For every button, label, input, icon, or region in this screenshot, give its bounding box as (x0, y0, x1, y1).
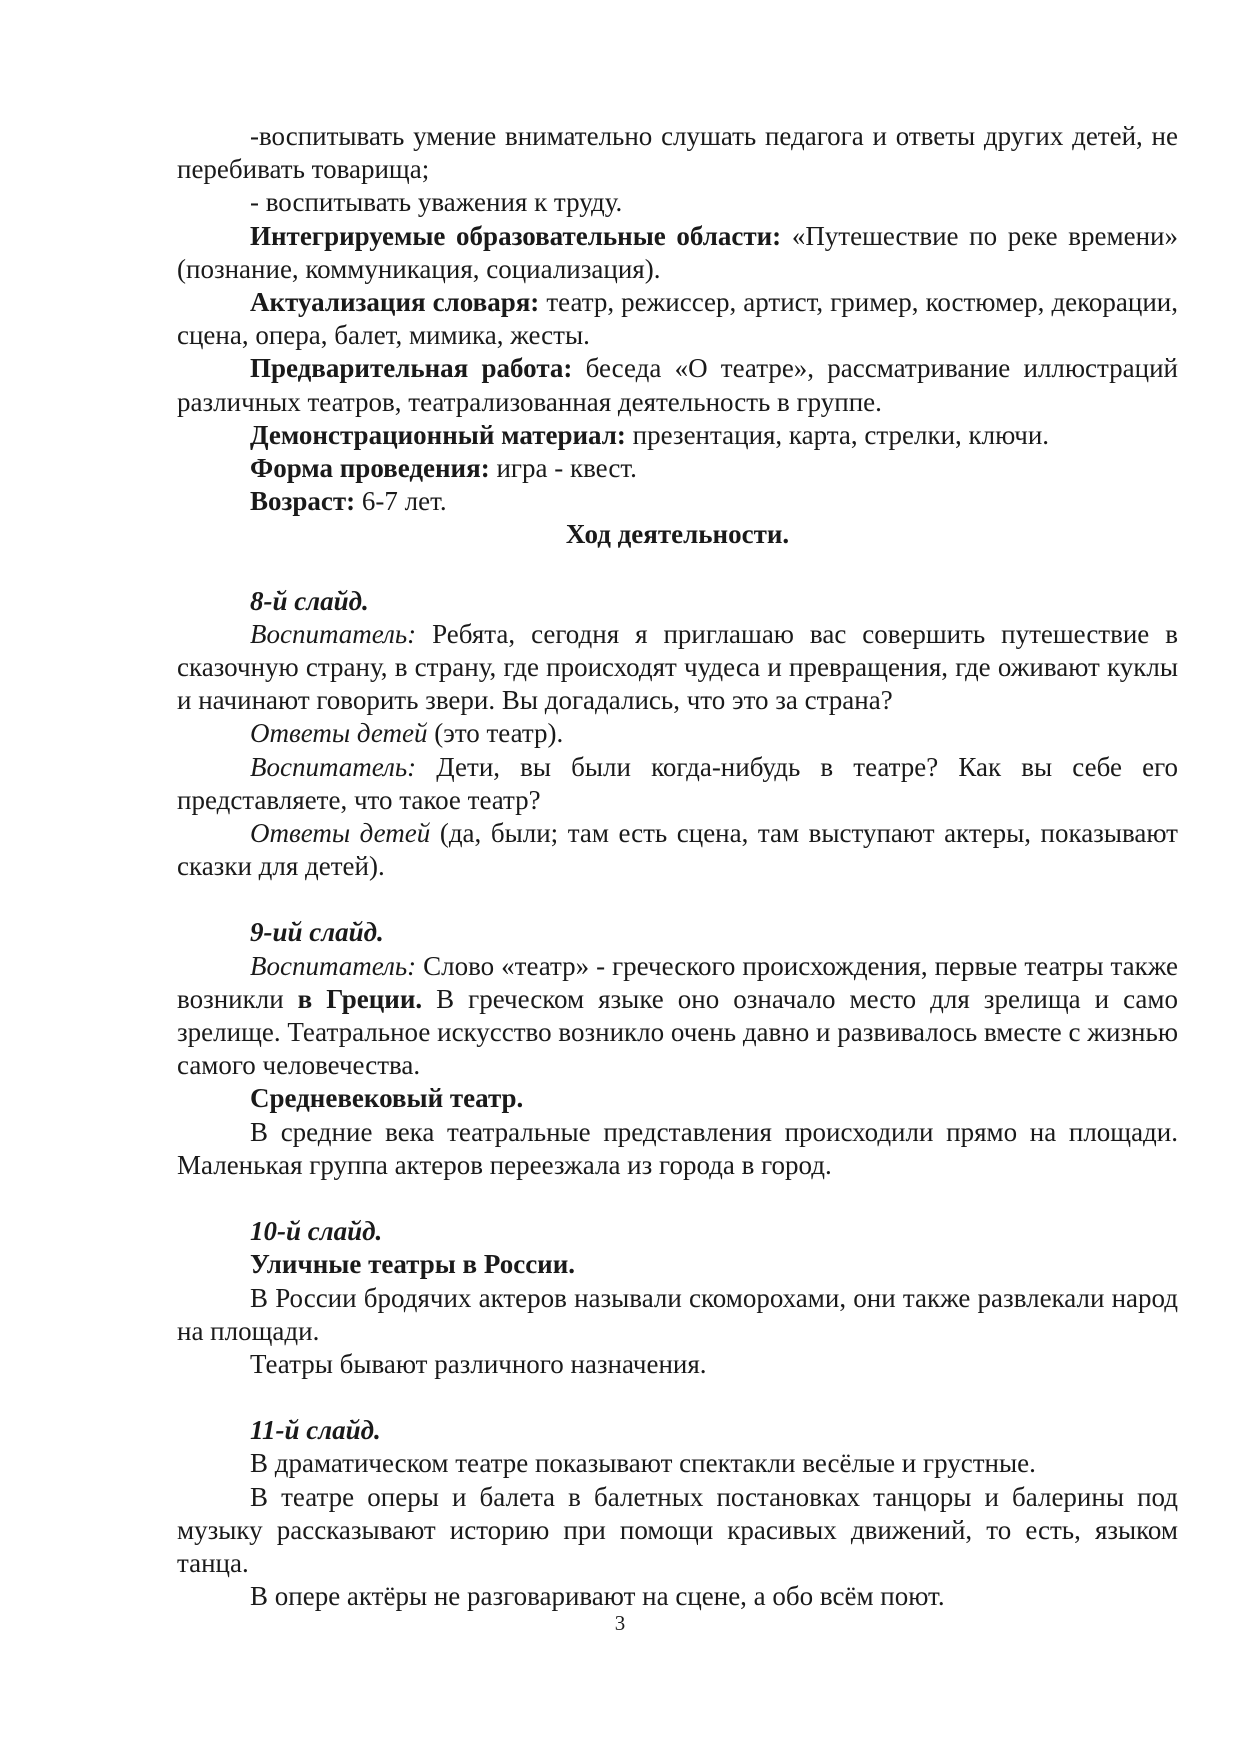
slide-10-paragraph-2: Театры бывают различного назначения. (250, 1348, 707, 1379)
page-content (177, 120, 1178, 1613)
slide-10-subheading: Уличные театры в России. (250, 1249, 576, 1280)
spacer (177, 552, 1178, 585)
vocabulary-label: Актуализация словаря: (250, 287, 540, 318)
slide-10-paragraph-1: В России бродячих актеров называли скоморохами, они также развлекали народ на площади. (177, 1282, 1178, 1346)
slide-9-paragraph: В средние века театральные представления происходили прямо на площади. Маленькая группа актеров переезжала из города в город. (177, 1116, 1178, 1180)
slide-9-title: 9-ий слайд. (250, 917, 384, 948)
materials-label: Демонстрационный материал: (250, 419, 626, 450)
slide-11-paragraph-2: В театре оперы и балета в балетных постановках танцоры и балерины под музыку рассказывают историю при помощи красивых движений, то есть, языком танца. (177, 1481, 1178, 1578)
paragraph-goal-labor: - воспитывать уважения к труду. (250, 187, 623, 218)
paragraph-form (177, 452, 1178, 485)
paragraph-preliminary (177, 352, 1178, 418)
areas-text: «Путешествие по реке времени» (познание, коммуникация, социализация). (177, 220, 1178, 284)
slide-8-teacher-1 (177, 618, 1178, 718)
slide-11-paragraph-3: В опере актёры не разговаривают на сцене, а обо всём поют. (250, 1581, 945, 1612)
slide-11-title: 11-й слайд. (250, 1415, 381, 1446)
teacher-text: Слово «театр» - греческого происхождения, первые театры также возникли (177, 950, 1178, 1014)
slide-9-teacher (177, 950, 1178, 1083)
spacer (177, 1182, 1178, 1215)
children-text: (да, были; там есть сцена, там выступают актеры, показывают сказки для детей). (177, 818, 1178, 882)
children-label: Ответы детей (250, 818, 431, 849)
spacer (177, 1381, 1178, 1414)
greece-emphasis: в Греции. (297, 983, 423, 1014)
teacher-label: Воспитатель: (250, 618, 417, 649)
preliminary-text: беседа «О театре», рассматривание иллюстраций различных театров, театрализованная деятельность в группе. (177, 353, 1179, 417)
vocabulary-text: театр, режиссер, артист, гример, костюмер, декорации, сцена, опера, балет, мимика, жесты. (177, 287, 1178, 351)
form-label: Форма проведения: (250, 453, 490, 484)
paragraph-materials (177, 419, 1178, 452)
areas-label: Интегрируемые образовательные области: (250, 220, 782, 251)
paragraph-vocabulary (177, 286, 1178, 352)
form-text: игра - квест. (489, 453, 637, 484)
slide-8-title: 8-й слайд. (250, 585, 369, 616)
slide-8-children-1 (177, 717, 1178, 750)
children-text: (это театр). (427, 718, 564, 749)
teacher-text: Дети, вы были когда-нибудь в театре? Как вы себе его представляете, что такое театр? (177, 751, 1178, 815)
slide-9-subheading: Средневековый театр. (250, 1083, 524, 1114)
age-text: 6-7 лет. (355, 486, 447, 517)
age-label: Возраст: (250, 486, 356, 517)
paragraph-areas (177, 220, 1178, 286)
slide-8-children-2 (177, 817, 1178, 883)
teacher-text-cont: В греческом языке оно означало место для зрелища и само зрелище. Театральное искусство возникло очень давно и развивалось вместе с жизнью самого человечества. (177, 983, 1178, 1081)
teacher-label: Воспитатель: (250, 950, 417, 981)
slide-10-title: 10-й слайд. (250, 1216, 383, 1247)
preliminary-label: Предварительная работа: (250, 353, 573, 384)
section-heading: Ход деятельности. (565, 519, 790, 550)
spacer (177, 883, 1178, 916)
teacher-text: Ребята, сегодня я приглашаю вас совершить путешествие в сказочную страну, в страну, где происходят чудеса и превращения, где оживают куклы и начинают говорить звери. Вы догадались, что это за страна? (177, 618, 1178, 716)
paragraph-age (177, 485, 1178, 518)
page-number: 3 (614, 1611, 626, 1635)
slide-8-teacher-2 (177, 751, 1178, 817)
teacher-label: Воспитатель: (250, 751, 417, 782)
paragraph-goal-listen: -воспитывать умение внимательно слушать педагога и ответы других детей, не перебивать товарища; (177, 121, 1178, 185)
materials-text: презентация, карта, стрелки, ключи. (625, 419, 1050, 450)
slide-11-paragraph-1: В драматическом театре показывают спектакли весёлые и грустные. (250, 1448, 1036, 1479)
children-label: Ответы детей (250, 718, 428, 749)
